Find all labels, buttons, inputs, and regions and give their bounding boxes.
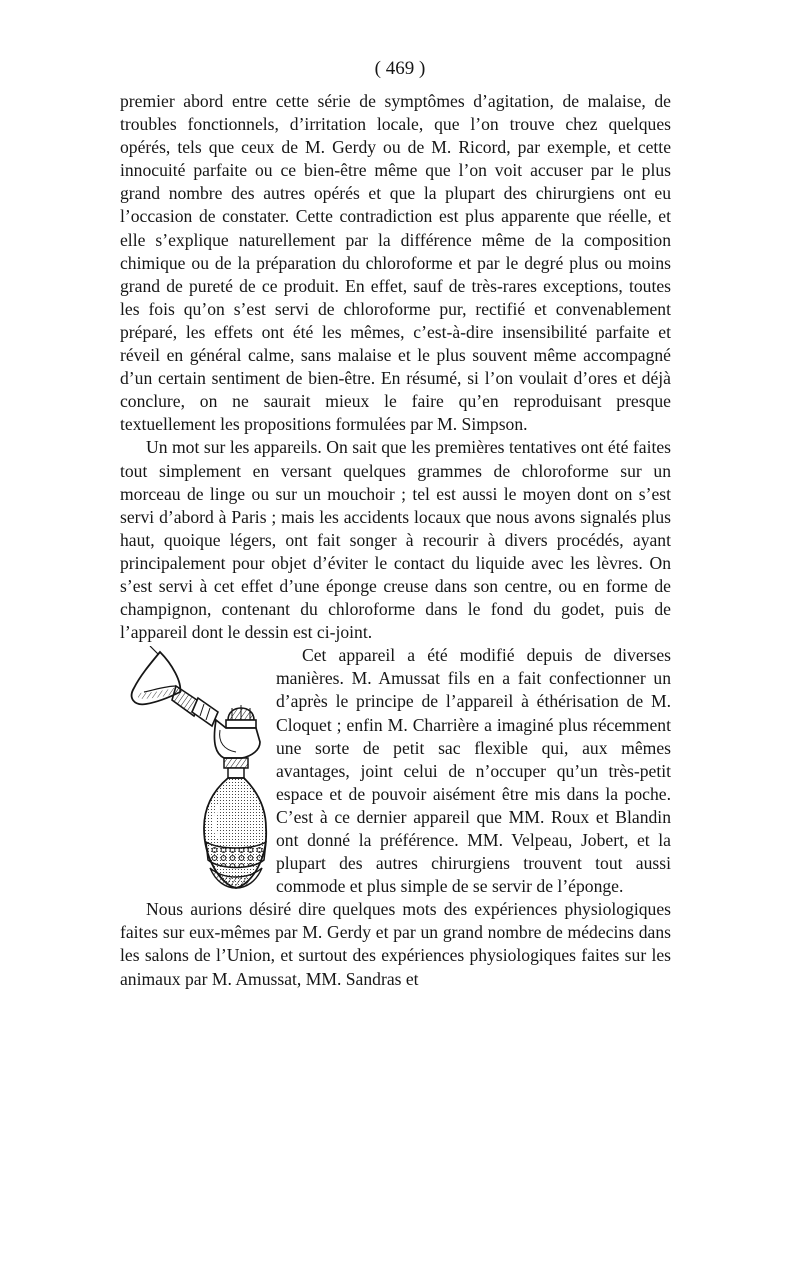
- chloroform-inhaler-engraving-icon: [120, 646, 268, 898]
- paragraph-4: Nous aurions désiré dire quelques mots des expériences physiologiques faites sur eux-mêmes par M. Gerdy et par un grand nombre de médecins dans les salons de l’Union, et surtout des expériences physiologiques faites sur les animaux par M. Amussat, MM. Sandras et: [120, 899, 671, 989]
- page-number: ( 469 ): [374, 58, 426, 79]
- paragraph-3: Cet appareil a été modifié depuis de diverses manières. M. Amussat fils en a fait confectionner un d’après le principe de l’appareil à éthérisation de M. Cloquet ; enfin M. Charrière a imaginé plus récemment une sorte de petit sac flexible qui, aux mêmes avantages, joint celui de n’occuper qu’un très-petit espace et de pouvoir aisément être mis dans la poche. C’est à ce dernier appareil que MM. Roux et Blandin ont donné la préférence. MM. Velpeau, Jobert, et la plupart des autres chirurgiens trouvent tout aussi commode et plus simple de se servir de l’éponge.: [276, 645, 671, 897]
- body-text: [120, 90, 671, 991]
- paragraph-1: premier abord entre cette série de symptômes d’agitation, de malaise, de troubles fonctionnels, d’irritation locale, que l’on trouve chez quelques opérés, tels que ceux de M. Gerdy ou de M. Ricord, par exemple, et cette innocuité parfaite ou ce bien-être même que l’on voit accuser par le plus grand nombre des autres opérés et que la plupart des chirurgiens ont eu l’occasion de constater. Cette contradiction est plus apparente que réelle, et elle s’explique naturellement par la différence même de la composition chimique ou de la préparation du chloroforme et par le degré plus ou moins grand de pureté de ce produit. En effet, sauf de très-rares exceptions, toutes les fois qu’on s’est servi de chloroforme pur, rectifié et convenablement préparé, les effets ont été les mêmes, c’est-à-dire insensibilité parfaite et réveil en général calme, sans malaise et le plus souvent même accompagné d’un certain sentiment de bien-être. En résumé, si l’on voulait d’ores et déjà conclure, on ne saurait mieux le faire qu’en reproduisant presque textuellement les propositions formulées par M. Simpson.: [120, 91, 671, 435]
- inhaler-figure: [120, 646, 268, 898]
- paragraph-2: Un mot sur les appareils. On sait que les premières tentatives ont été faites tout simplement en versant quelques grammes de chloroforme sur un morceau de linge ou sur un mouchoir ; tel est aussi le moyen dont on s’est servi d’abord à Paris ; mais les accidents locaux que nous avons signalés plus haut, quoique légers, ont fait songer à recourir à divers procédés, ayant principalement pour objet d’éviter le contact du liquide avec les lèvres. On s’est servi à cet effet d’une éponge creuse dans son centre, ou en forme de champignon, contenant du chloroforme dans le fond du godet, puis de l’appareil dont le dessin est ci-joint.: [120, 437, 671, 643]
